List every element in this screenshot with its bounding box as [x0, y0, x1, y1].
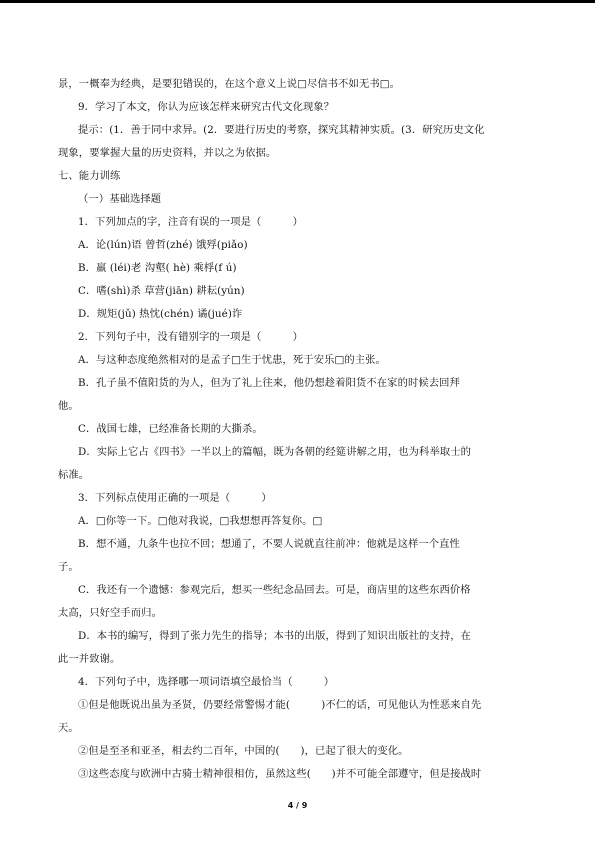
- question-9: 9．学习了本文，你认为应该怎样来研究古代文化现象？: [78, 101, 335, 113]
- option-c: C．我还有一个遗憾：参观完后，想买一些纪念品回去。可是，商店里的这些东西价格: [78, 584, 471, 596]
- option-b: B．羸 (léi)老 沟壑( hè) 乘桴(f ú): [78, 262, 237, 274]
- text-line: 现象，要掌握大量的历史资料，并以之为依据。: [58, 147, 277, 159]
- option-a: A．论(lún)语 曾哲(zhé) 饿殍(piǎo): [78, 239, 248, 251]
- option-c: C．嗜(shì)杀 草营(jiān) 耕耘(yún): [78, 285, 245, 297]
- option-d: D．规矩(jǔ) 热忱(chén) 谲(jué)诈: [78, 308, 243, 320]
- text-line: 景，一概奉为经典，是要犯错误的，在这个意义上说□尽信书不如无书□。: [58, 78, 400, 90]
- sentence-3: ③这些态度与欧洲中古骑士精神很相仿，虽然这些( )并不可能全部遵守，但是接战时: [78, 768, 482, 780]
- option-b: B．孔子虽不值阳货的为人，但为了礼上往来，他仍想趁着阳货不在家的时候去回拜: [78, 377, 460, 389]
- option-c: C．战国七雄，已经准备长期的大撕杀。: [78, 423, 263, 435]
- sentence-1: ①但是他既说出虽为圣贤，仍要经常警惕才能( )不仁的话，可见他认为性恶来自先: [78, 699, 482, 711]
- section-heading: 七、能力训练: [58, 170, 121, 182]
- text-line: 天。: [58, 722, 79, 734]
- option-a: A．与这种态度绝然相对的是孟子□生于忧患，死于安乐□的主张。: [78, 354, 386, 366]
- question-2: 2．下列句子中，没有错别字的一项是（ ）: [78, 331, 303, 343]
- text-line: 太高，只好空手而归。: [58, 607, 162, 619]
- option-a: A．□你等一下。□他对我说，□我想想再答复你。□: [78, 515, 323, 527]
- option-b: B．想不通，九条牛也拉不回；想通了，不要人说就直往前冲：他就是这样一个直性: [78, 538, 460, 550]
- hint-line: 提示：(1．善于同中求异。(2．要进行历史的考察，探究其精神实质。(3．研究历史文化: [78, 124, 485, 136]
- text-line: 标准。: [58, 469, 90, 481]
- question-4: 4．下列句子中，选择哪一项词语填空最恰当（ ）: [78, 676, 335, 688]
- text-line: 此一并致谢。: [58, 653, 121, 665]
- page-number: 4 / 9: [287, 801, 308, 810]
- text-line: 他。: [58, 400, 79, 412]
- subsection-heading: （一）基础选择题: [78, 193, 162, 205]
- question-1: 1．下列加点的字，注音有误的一项是（ ）: [78, 216, 303, 228]
- top-border-line: [0, 0, 595, 3]
- option-d: D．本书的编写，得到了张力先生的指导；本书的出版，得到了知识出版社的支持，在: [78, 630, 472, 642]
- text-line: 子。: [58, 561, 79, 573]
- question-3: 3．下列标点使用正确的一项是（ ）: [78, 492, 272, 504]
- option-d: D．实际上它占《四书》一半以上的篇幅，既为各朝的经筵讲解之用，也为科举取士的: [78, 446, 472, 458]
- sentence-2: ②但是至圣和亚圣，相去约二百年，中国的( )，已起了很大的变化。: [78, 745, 409, 757]
